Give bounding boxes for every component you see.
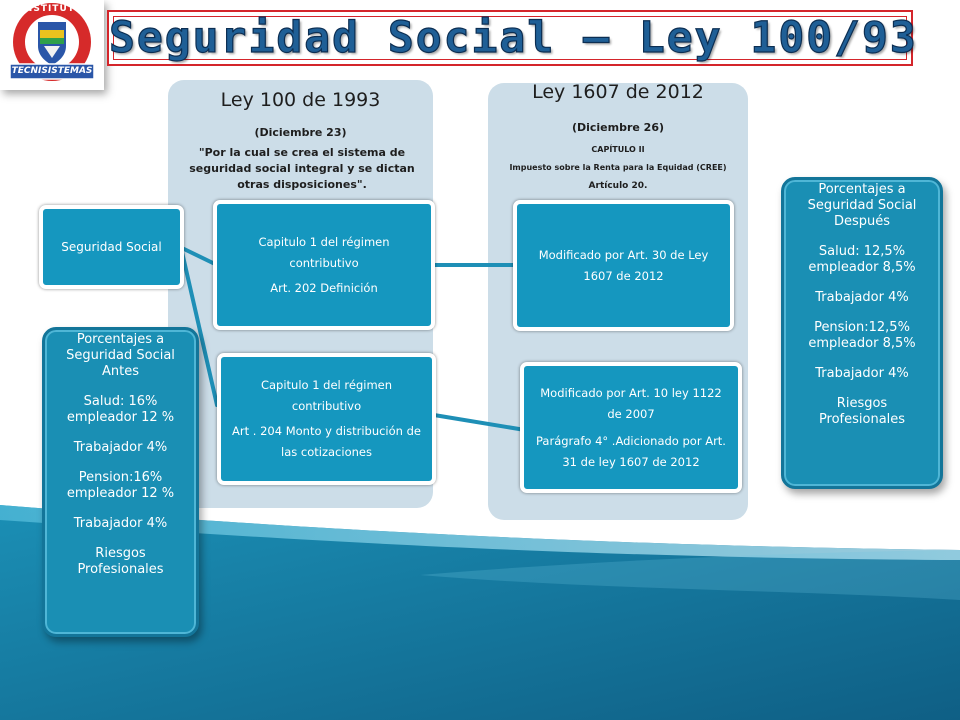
antes-salud: Salud: 16% empleador 12 % <box>66 394 175 425</box>
box-modified-art-30-text: Modificado por Art. 30 de Ley 1607 de 2012 <box>538 247 709 283</box>
box-art-202-article: Art. 202 Definición <box>270 280 378 295</box>
box-paragrafo-4: Parágrafo 4° .Adicionado por Art. 31 de ley 1607 de 2012 <box>536 433 726 469</box>
slide-title: Seguridad Social – Ley 100/93 <box>109 13 918 63</box>
box-art-204-chapter: Capitulo 1 del régimen contributivo <box>260 378 393 413</box>
despues-trabajador-1: Trabajador 4% <box>815 290 909 305</box>
antes-pension: Pension:16% empleador 12 % <box>66 470 175 501</box>
logo-top-text: INSTITUTO <box>20 4 84 14</box>
connector-root-to-box1 <box>182 248 217 265</box>
col2-tax: Impuesto sobre la Renta para la Equidad (CREE) <box>509 163 727 172</box>
antes-title: Porcentajes a Seguridad Social Antes <box>66 332 175 379</box>
box-modified-art-30 <box>513 200 734 331</box>
col1-date: (Diciembre 23) <box>254 126 347 139</box>
root-node-label: Seguridad Social <box>61 239 162 254</box>
root-node-seguridad-social <box>39 205 184 289</box>
connector-box2-to-modified2 <box>434 415 525 430</box>
box-art-204-article: Art . 204 Monto y distribución de las cotizaciones <box>232 424 421 459</box>
despues-pension: Pension:12,5% empleador 8,5% <box>808 320 916 351</box>
box-art-202-chapter: Capitulo 1 del régimen contributivo <box>258 234 390 270</box>
col2-chapter: CAPÍTULO II <box>591 145 645 154</box>
despues-salud: Salud: 12,5% empleador 8,5% <box>808 244 916 275</box>
antes-trabajador-2: Trabajador 4% <box>73 516 168 531</box>
box-art-202 <box>213 200 435 330</box>
col2-article: Artículo 20. <box>588 181 648 191</box>
col2-date: (Diciembre 26) <box>571 121 665 134</box>
box-art-204 <box>217 353 436 485</box>
despues-title: Porcentajes a Seguridad Social Después <box>807 182 917 229</box>
col1-heading: Ley 100 de 1993 <box>220 89 381 111</box>
box-modified-art-10 <box>520 362 742 493</box>
panel-porcentajes-despues <box>781 177 943 489</box>
col2-heading: Ley 1607 de 2012 <box>532 81 704 103</box>
box-modified-art-10-text: Modificado por Art. 10 ley 1122 de 2007 <box>540 385 722 421</box>
despues-riesgos: Riesgos Profesionales <box>818 396 906 427</box>
col1-description: "Por la cual se crea el sistema de seguridad social integral y se dictan otras disposiciones". <box>189 146 415 191</box>
despues-trabajador-2: Trabajador 4% <box>815 366 909 381</box>
antes-trabajador-1: Trabajador 4% <box>73 440 168 455</box>
panel-porcentajes-antes <box>42 327 199 637</box>
logo-banner-text: TECNISISTEMAS <box>11 66 93 76</box>
antes-riesgos: Riesgos Profesionales <box>77 546 164 577</box>
